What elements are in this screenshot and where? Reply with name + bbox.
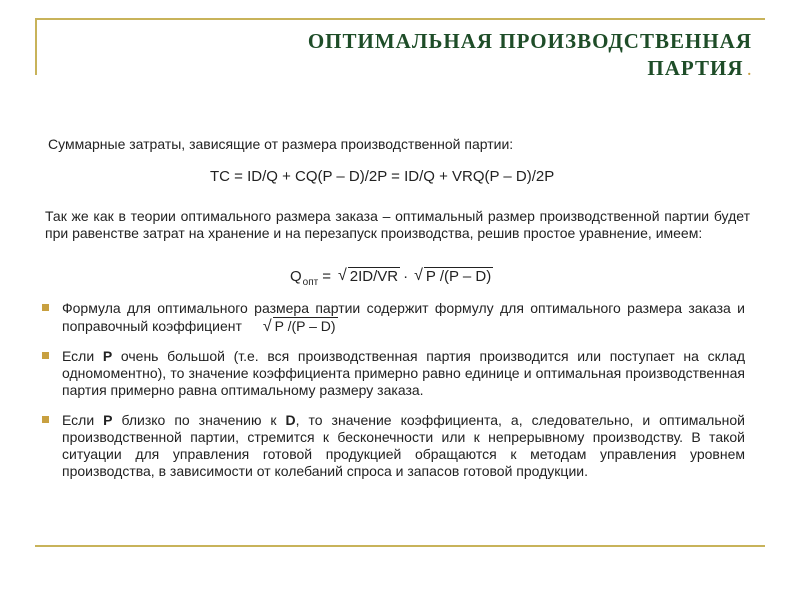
sqrt-icon: √ xyxy=(414,267,423,284)
frame-bottom-line xyxy=(35,545,765,547)
bullet-list xyxy=(40,300,745,493)
sqrt-icon: √ xyxy=(262,318,272,335)
bullet-square-icon xyxy=(42,416,49,423)
optimal-batch-formula xyxy=(290,267,493,288)
bullet-text: Если xyxy=(62,348,103,364)
radicand: P /(P – D) xyxy=(274,318,336,334)
sqrt-icon: √ xyxy=(338,267,347,284)
frame-top-line xyxy=(35,18,765,20)
bullet-text: , то значение коэффициента, а, следовательно, и оптимальной производственной партии, стремится к бесконечности или к непрерывному производству. В такой ситуации для управления готовой продукцией обращаются к методам управления уровнем производства, в зависимости от колебаний спроса и запасов готовой продукции. xyxy=(62,412,745,479)
bullet-text: близко по значению к xyxy=(112,412,286,428)
intro-text: Суммарные затраты, зависящие от размера производственной партии: xyxy=(48,136,514,152)
slide-title xyxy=(152,28,752,85)
formula-equals: = xyxy=(322,268,331,285)
bullet-square-icon xyxy=(42,304,49,311)
bullet-text: Если xyxy=(62,412,104,428)
total-cost-formula: TC = ID/Q + CQ(P – D)/2P = ID/Q + VRQ(P – D)/2P xyxy=(210,168,555,185)
radicand-2: P /(P – D) xyxy=(425,268,492,285)
title-line-1: ОПТИМАЛЬНАЯ ПРОИЗВОДСТВЕННАЯ xyxy=(307,29,752,53)
variable-p: P xyxy=(102,348,113,364)
list-item xyxy=(40,412,745,480)
bullet-square-icon xyxy=(42,352,49,359)
frame-left-line xyxy=(35,18,37,75)
correction-coefficient-formula xyxy=(260,317,338,335)
title-line-2: ПАРТИЯ xyxy=(647,56,744,80)
bullet-text: очень большой (т.е. вся производственная партия производится или поступает на склад одномоментно), то значение коэффициента примерно равно единице и оптимальная производственная партия примерно равна оптимальному размеру заказа. xyxy=(62,348,746,398)
formula-lhs: Q xyxy=(290,268,302,285)
list-item xyxy=(40,300,745,335)
radicand-1: 2ID/VR xyxy=(349,268,399,285)
variable-p: P xyxy=(103,412,113,428)
paragraph-text: Так же как в теории оптимального размера заказа – оптимальный размер производственной партии будет при равенстве затрат на хранение и на перезапуск производства, решив простое уравнение, имеем: xyxy=(45,208,750,241)
list-item xyxy=(40,348,745,399)
title-dot: . xyxy=(747,64,752,79)
formula-multiply: · xyxy=(403,268,409,285)
variable-d: D xyxy=(285,412,296,428)
bullet-text: Формула для оптимального размера партии содержит формулу для оптимального размера заказа и поправочный коэффициент xyxy=(62,300,745,334)
formula-subscript: опт xyxy=(302,277,319,288)
